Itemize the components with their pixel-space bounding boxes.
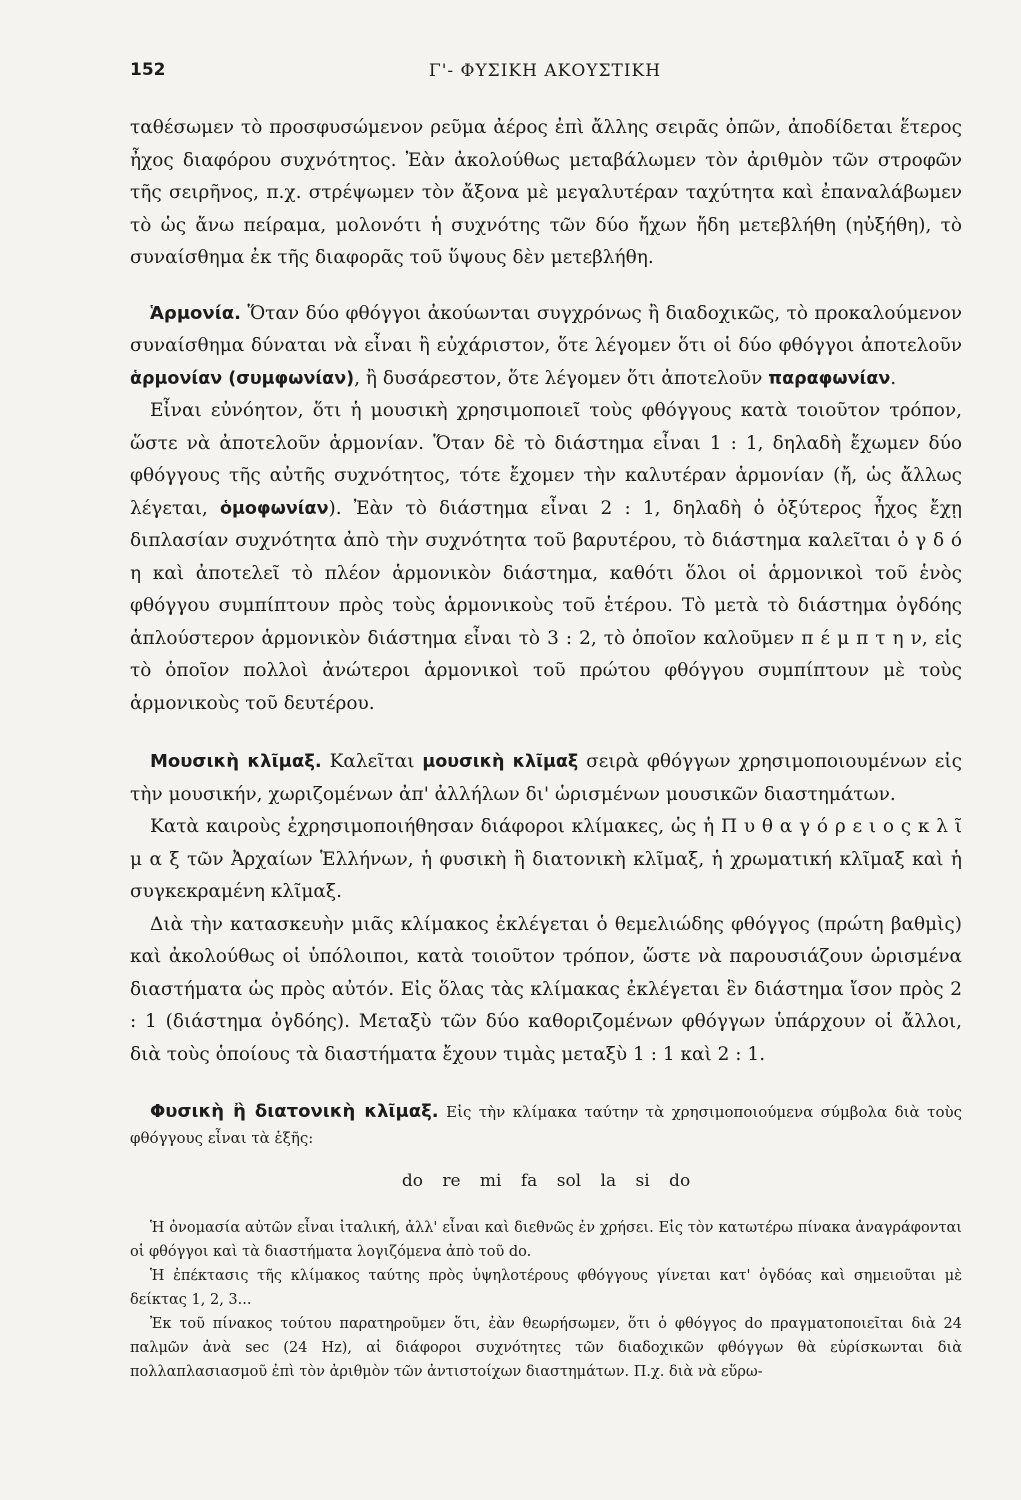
term-unison: ὁμοφωνίαν [220,498,329,519]
note-octave-extension: Ἡ ἐπέκτασις τῆς κλίμακος ταύτης πρὸς ὑψηλοτέρους φθόγγους γίνεται κατ' ὀγδόας καὶ σημειοῦται μὲ δείκτας 1, 2, 3... [130,1267,962,1308]
consonance-text-2: ). Ἐὰν τὸ διάστημα εἶναι 2 : 1, δηλαδὴ ὁ ὀξύτερος ἦχος ἔχῃ διπλασίαν συχνότητα ἀπὸ τὴν συχνότητα τοῦ βαρυτέρου, τὸ διάστημα καλεῖται ὀ γ δ ό η καὶ ἀποτελεῖ τὸ πλέον ἁρμονικὸν διάστημα, καθότι ὅλοι οἱ ἁρμονικοὶ τοῦ ἑνὸς φθόγγου συμπίπτουν πρὸς τοὺς ἁρμονικοὺς τοῦ ἑτέρου. Τὸ μετὰ τὸ διάστημα ὀγδόης ἁπλούστερον ἁρμονικὸν διάστημα εἶναι τὸ 3 : 2, τὸ ὁποῖον καλοῦμεν π έ μ π τ η ν, εἰς τὸ ὁποῖον πολλοὶ ἀνώτεροι ἁρμονικοὶ τοῦ πρώτου φθόγγου συμπίπτουν μὲ τοὺς ἁρμονικοὺς τοῦ δευτέρου. [130,497,962,714]
note-frequency-table: Ἐκ τοῦ πίνακος τούτου παρατηροῦμεν ὅτι, ἐὰν θεωρήσωμεν, ὅτι ὁ φθόγγος do πραγματοποιεῖται διὰ 24 παλμῶν ἀνὰ sec (24 Hz), αἱ διάφοροι συχνότητες τῶν διαδοχικῶν φθόγγων θὰ εὑρίσκωνται διὰ πολλαπλασιασμοῦ ἐπὶ τὸν ἀριθμὸν τῶν ἀντιστοίχων διαστημάτων. Π.χ. διὰ νὰ εὕρω- [130,1315,962,1380]
consonance-text-1: Εἶναι εὐνόητον, ὅτι ἡ μουσικὴ χρησιμοποιεῖ τοὺς φθόγγους κατὰ τοιοῦτον τρόπον, ὥστε νὰ ἀποτελοῦν ἁρμονίαν. Ὅταν δὲ τὸ διάστημα εἶναι 1 : 1, δηλαδὴ ἔχωμεν δύο φθόγγους τῆς αὐτῆς συχνότητος, τότε ἔχομεν τὴν καλυτέραν ἁρμονίαν (ἤ, ὡς ἄλλως λέγεται, [130,400,962,519]
section-heading-harmony: Ἁρμονία. [150,302,241,324]
scale-text-2: σειρὰ φθόγγων χρησιμοποιουμένων εἰς τὴν μουσικήν, χωριζομένων ἀπ' ἀλλήλων δι' ὡρισμένων μουσικῶν διαστημάτων. [130,751,962,805]
harmony-text-2: , ἢ δυσάρεστον, ὅτε λέγομεν ὅτι ἀποτελοῦν [354,367,769,389]
section-heading-diatonic-scale: Φυσικὴ ἢ διατονικὴ κλῖμαξ. [150,1101,439,1122]
diatonic-text: Εἰς τὴν κλίμακα ταύτην τὰ χρησιμοποιούμενα σύμβολα διὰ τοὺς φθόγγους εἶναι τὰ ἑξῆς: [130,1103,962,1147]
paragraph-scale-construction: Διὰ τὴν κατασκευὴν μιᾶς κλίμακος ἐκλέγεται ὁ θεμελιώδης φθόγγος (πρώτη βαθμὶς) καὶ ἀκολούθως οἱ ὑπόλοιποι, κατὰ τοιοῦτον τρόπον, ὥστε νὰ παρουσιάζουν ὡρισμένα διαστήματα ὡς πρὸς αὐτόν. Εἰς ὅλας τὰς κλίμακας ἐκλέγεται ἓν διάστημα ἴσον πρὸς 2 : 1 (διάστημα ὀγδόης). Μεταξὺ τῶν δύο καθοριζομένων φθόγγων ὑπάρχουν οἱ ἄλλοι, διὰ τοὺς ὁποίους τὰ διαστήματα ἔχουν τιμὰς μεταξὺ 1 : 1 καὶ 2 : 1. [130,913,962,1065]
page-body [130,112,962,1384]
term-dissonance: παραφωνίαν [768,368,891,389]
term-harmony: ἁρμονίαν (συμφωνίαν) [130,368,355,389]
note-naming: Ἡ ὀνομασία αὐτῶν εἶναι ἰταλική, ἀλλ' εἶναι καὶ διεθνῶς ἐν χρήσει. Εἰς τὸν κατωτέρω πίνακα ἀναγράφονται οἱ φθόγγοι καὶ τὰ διαστήματα λογιζόμενα ἀπὸ τοῦ do. [130,1219,962,1260]
paragraph-scale-kinds: Κατὰ καιροὺς ἐχρησιμοποιήθησαν διάφοροι κλίμακες, ὡς ἡ Π υ θ α γ ό ρ ε ι ο ς κ λ ῖ μ α ξ τῶν Ἀρχαίων Ἑλλήνων, ἡ φυσικὴ ἢ διατονικὴ κλῖμαξ, ἡ χρωματική κλῖμαξ καὶ ἡ συγκεκραμένη κλῖμαξ. [130,816,962,902]
page-header [130,60,960,90]
scale-text-1: Καλεῖται [321,751,423,772]
running-title: Γ'- ΦΥΣΙΚΗ ΑΚΟΥΣΤΙΚΗ [428,61,662,81]
paragraph-diatonic-scale [130,1099,962,1151]
paragraph-siren: ταθέσωμεν τὸ προσφυσώμενον ρεῦμα ἀέρος ἐπὶ ἄλλης σειρᾶς ὀπῶν, ἀποδίδεται ἕτερος ἦχος διαφόρου συχνότητος. Ἐὰν ἀκολούθως μεταβάλωμεν τὸν ἀριθμὸν τῶν στροφῶν τῆς σειρῆνος, π.χ. στρέψωμεν τὸν ἄξονα μὲ μεγαλυτέραν ταχύτητα καὶ ἐπαναλάβωμεν τὸ ὡς ἄνω πείραμα, μολονότι ἡ συχνότης τῶν δύο ἤχων ἤδη μετεβλήθη (ηὐξήθη), τὸ συναίσθημα ἐκ τῆς διαφορᾶς τοῦ ὕψους δὲν μετεβλήθη. [130,117,962,268]
solfege-syllables: do re mi fa sol la si do [401,1171,691,1191]
harmony-text-3: . [890,367,897,389]
notes-section [130,1216,962,1384]
paragraph-musical-scale [130,746,962,811]
term-musical-scale: μουσικὴ κλῖμαξ [422,752,579,772]
section-heading-musical-scale: Μουσικὴ κλῖμαξ. [150,751,322,772]
harmony-text-1: Ὅταν δύο φθόγγοι ἀκούωνται συγχρόνως ἢ διαδοχικῶς, τὸ προκαλούμενον συναίσθημα δύναται νὰ εἶναι ἢ εὐχάριστον, ὅτε λέγομεν ὅτι οἱ δύο φθόγγοι ἀποτελοῦν [130,302,962,356]
paragraph-harmony [130,298,962,396]
paragraph-consonance [130,395,962,720]
page-number: 152 [130,60,166,80]
